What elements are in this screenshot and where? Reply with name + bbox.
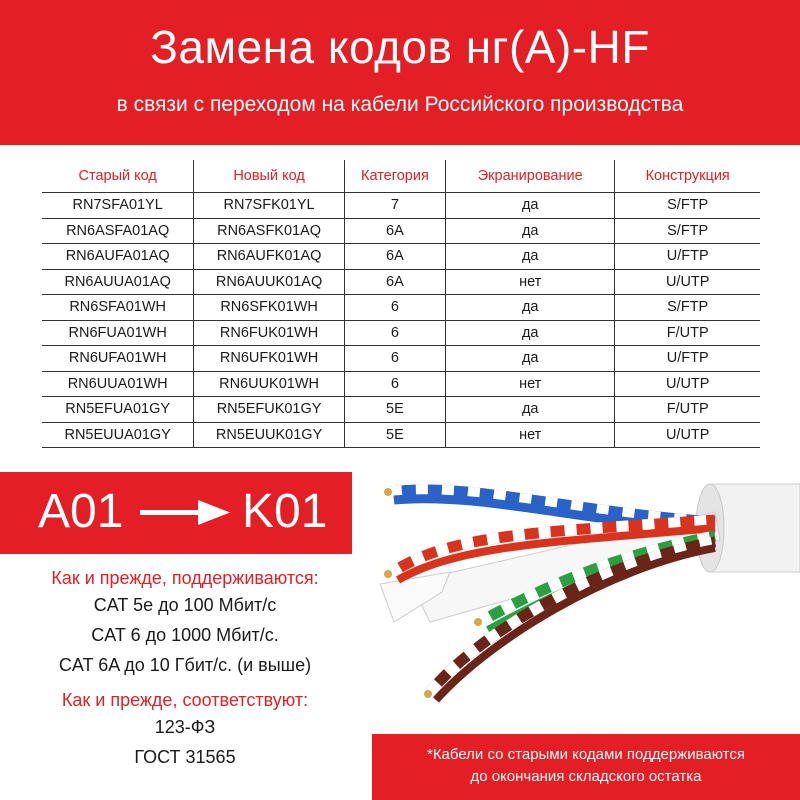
cell-category: 7 [344,193,445,219]
cell-old-code: RN6UFA01WH [42,346,194,372]
standard-item: 123-ФЗ [154,717,216,737]
support-item: CAT 6A до 10 Гбит/с. (и выше) [58,655,312,675]
cell-shielding: да [446,397,615,423]
cell-old-code: RN6SFA01WH [42,295,194,321]
cell-old-code: RN7SFA01YL [42,193,194,219]
cell-construction: U/FTP [615,244,760,270]
column-header-construction: Конструкция [615,160,760,193]
table-row [42,397,760,423]
cell-shielding: да [446,346,615,372]
cell-shielding: да [446,244,615,270]
table-row [42,295,760,321]
standards-heading: Как и прежде, соответствуют: [61,690,309,710]
cell-new-code: RN6FUK01WH [194,320,344,346]
cell-shielding: да [446,320,615,346]
cell-construction: S/FTP [615,193,760,219]
table-row [42,244,760,270]
cell-old-code: RN5EUUA01GY [42,422,194,448]
standard-item: ГОСТ 31565 [134,747,236,767]
support-item: CAT 6 до 1000 Мбит/с. [91,625,279,645]
cell-shielding: нет [446,269,615,295]
cell-shielding: нет [446,422,615,448]
cell-old-code: RN6AUFA01AQ [42,244,194,270]
cell-shielding: нет [446,371,615,397]
cell-new-code: RN5EUUK01GY [194,422,344,448]
cell-construction: U/FTP [615,346,760,372]
cell-shielding: да [446,218,615,244]
cell-old-code: RN5EFUA01GY [42,397,194,423]
column-header-shielding: Экранирование [446,160,615,193]
table-row [42,371,760,397]
features-block [0,566,370,772]
cell-new-code: RN6AUFK01AQ [194,244,344,270]
cell-category: 6A [344,269,445,295]
cell-new-code: RN6UUK01WH [194,371,344,397]
footnote-line: до окончания складского остатка [470,768,702,785]
table-row [42,269,760,295]
cell-category: 6 [344,371,445,397]
cell-category: 6 [344,346,445,372]
cell-shielding: да [446,295,615,321]
old-suffix-code: A01 [38,485,124,538]
cell-category: 6A [344,244,445,270]
new-suffix-code: K01 [242,485,328,538]
page-title: Замена кодов нг(A)-HF [150,21,650,73]
table-row [42,346,760,372]
table-row [42,218,760,244]
cell-construction: F/UTP [615,320,760,346]
cell-shielding: да [446,193,615,219]
cell-category: 5E [344,397,445,423]
cell-construction: S/FTP [615,218,760,244]
cell-new-code: RN6ASFK01AQ [194,218,344,244]
column-header-category: Категория [344,160,445,193]
support-heading: Как и прежде, поддерживаются: [51,568,319,588]
table-row [42,422,760,448]
cell-construction: F/UTP [615,397,760,423]
footnote-line: *Кабели со старыми кодами поддерживаются [426,746,745,763]
cell-new-code: RN5EFUK01GY [194,397,344,423]
code-replacement-table [42,160,760,448]
cell-category: 6A [344,218,445,244]
header-banner [0,0,800,145]
cell-category: 5E [344,422,445,448]
cell-new-code: RN7SFK01YL [194,193,344,219]
cell-construction: U/UTP [615,422,760,448]
arrow-right-icon [140,500,230,526]
table-row [42,193,760,219]
stock-footnote [372,734,800,800]
cell-old-code: RN6ASFA01AQ [42,218,194,244]
cell-old-code: RN6FUA01WH [42,320,194,346]
cable-illustration [370,462,800,732]
cell-construction: U/UTP [615,371,760,397]
column-header-old-code: Старый код [42,160,194,193]
cell-construction: S/FTP [615,295,760,321]
cell-new-code: RN6AUUK01AQ [194,269,344,295]
table-header-row [42,160,760,193]
cell-old-code: RN6AUUA01AQ [42,269,194,295]
table-row [42,320,760,346]
cell-category: 6 [344,295,445,321]
code-replacement-table-container [42,160,760,448]
cell-construction: U/UTP [615,269,760,295]
page-subtitle: в связи с переходом на кабели Российского производства [116,93,684,116]
cell-old-code: RN6UUA01WH [42,371,194,397]
cell-new-code: RN6SFK01WH [194,295,344,321]
support-item: CAT 5e до 100 Мбит/с [93,595,277,615]
cell-category: 6 [344,320,445,346]
column-header-new-code: Новый код [194,160,344,193]
code-change-banner [0,472,352,554]
cell-new-code: RN6UFK01WH [194,346,344,372]
